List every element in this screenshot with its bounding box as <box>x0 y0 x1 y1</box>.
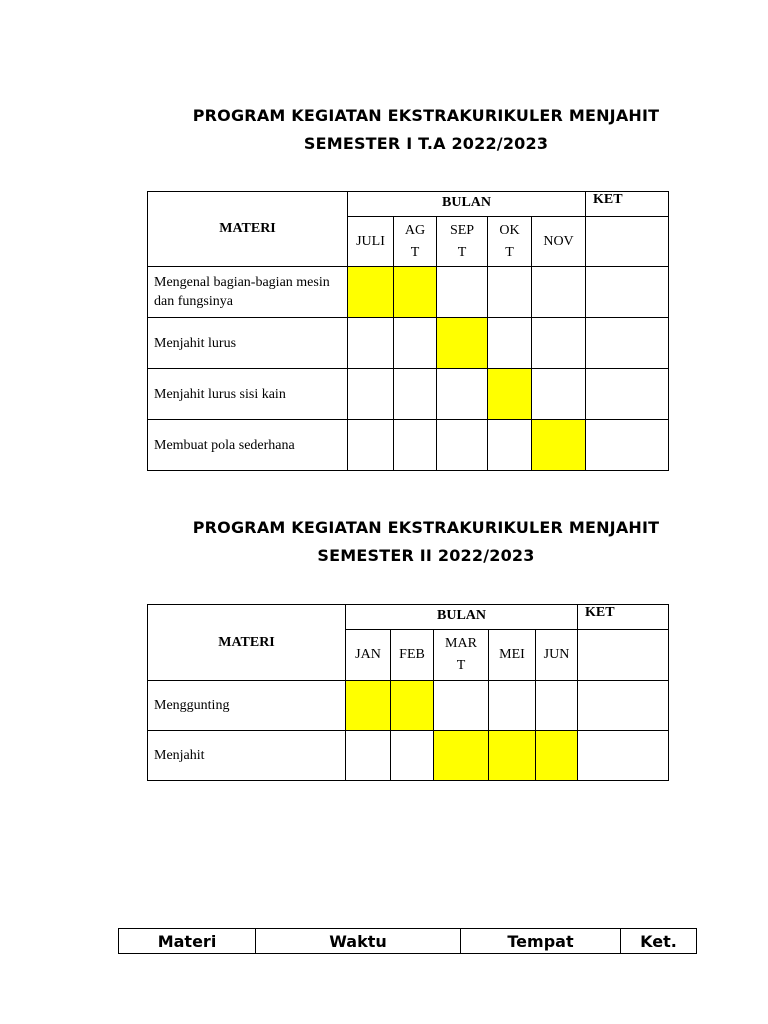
semester2-schedule-cell-filled <box>434 731 489 781</box>
semester2-schedule-cell-filled <box>391 681 434 731</box>
semester2-bulan-header: BULAN <box>346 605 578 630</box>
semester1-materi-cell: Menjahit lurus sisi kain <box>148 369 348 420</box>
semester1-title-line1: PROGRAM KEGIATAN EKSTRAKURIKULER MENJAHIT <box>192 106 660 125</box>
semester1-month-label: T <box>457 244 467 260</box>
semester2-schedule-cell-empty <box>489 681 536 731</box>
semester2-schedule-cell-empty <box>391 731 434 781</box>
semester1-table-row <box>148 369 669 420</box>
semester1-ket-blank <box>586 217 669 267</box>
semester2-schedule-cell-empty <box>536 681 578 731</box>
semester2-month-header <box>391 630 434 681</box>
semester2-month-header <box>346 630 391 681</box>
semester1-month-label: AG <box>404 222 426 238</box>
semester2-title-line2: SEMESTER II 2022/2023 <box>317 546 535 565</box>
semester2-schedule-cell-empty <box>434 681 489 731</box>
semester1-month-header <box>488 217 532 267</box>
semester1-schedule-cell-filled <box>348 267 394 318</box>
semester2-materi-cell: Menjahit <box>148 731 346 781</box>
semester2-schedule-cell-filled <box>536 731 578 781</box>
semester1-month-label: T <box>505 244 514 260</box>
semester2-table-row <box>148 731 669 781</box>
semester2-schedule-cell-filled <box>489 731 536 781</box>
semester1-month-header <box>532 217 586 267</box>
semester1-month-header <box>437 217 488 267</box>
semester1-table-row <box>148 420 669 471</box>
semester1-month-label: OK <box>499 222 520 238</box>
semester1-schedule-cell-empty <box>394 420 437 471</box>
semester1-ket-cell <box>586 369 669 420</box>
footer-table <box>118 928 697 954</box>
semester2-month-label: JUN <box>543 647 570 662</box>
semester1-schedule-cell-empty <box>488 318 532 369</box>
semester2-materi-header: MATERI <box>148 605 346 681</box>
semester2-title <box>0 514 768 570</box>
semester1-ket-header: KET <box>586 192 669 217</box>
semester1-bulan-header: BULAN <box>348 192 586 217</box>
semester1-materi-cell: Menjahit lurus <box>148 318 348 369</box>
semester1-schedule-cell-empty <box>532 369 586 420</box>
semester2-ket-cell <box>578 731 669 781</box>
semester2-materi-cell: Menggunting <box>148 681 346 731</box>
semester1-schedule-cell-empty <box>437 420 488 471</box>
semester2-header-row-1 <box>148 605 669 630</box>
semester2-month-header <box>536 630 578 681</box>
semester1-schedule-cell-empty <box>437 267 488 318</box>
semester1-schedule-cell-empty <box>348 369 394 420</box>
footer-header-materi: Materi <box>119 929 256 954</box>
semester1-month-header <box>348 217 394 267</box>
semester1-ket-cell <box>586 318 669 369</box>
semester1-materi-cell: Mengenal bagian-bagian mesin dan fungsinya <box>148 267 348 318</box>
semester1-table-row <box>148 267 669 318</box>
footer-header-row <box>119 929 697 954</box>
semester2-month-header <box>434 630 489 681</box>
semester2-table-row <box>148 681 669 731</box>
semester1-title-line2: SEMESTER I T.A 2022/2023 <box>303 134 549 153</box>
semester1-header-row-1 <box>148 192 669 217</box>
semester1-schedule-table <box>147 191 669 471</box>
footer-header-waktu: Waktu <box>256 929 461 954</box>
semester2-title-line1: PROGRAM KEGIATAN EKSTRAKURIKULER MENJAHIT <box>192 518 660 537</box>
semester1-schedule-cell-empty <box>532 318 586 369</box>
semester1-month-header <box>394 217 437 267</box>
semester2-ket-blank <box>578 630 669 681</box>
semester1-month-label: JULI <box>356 233 385 249</box>
semester1-materi-header: MATERI <box>148 192 348 267</box>
semester1-schedule-cell-filled <box>394 267 437 318</box>
semester1-month-label: NOV <box>543 233 574 249</box>
semester2-month-label: FEB <box>399 647 425 662</box>
semester2-ket-header: KET <box>578 605 669 630</box>
semester1-schedule-cell-empty <box>394 369 437 420</box>
semester1-schedule-cell-empty <box>532 267 586 318</box>
semester2-schedule-table <box>147 604 669 781</box>
semester1-schedule-cell-empty <box>348 318 394 369</box>
semester2-month-label: T <box>456 658 466 673</box>
semester1-schedule-cell-empty <box>394 318 437 369</box>
semester2-schedule-cell-empty <box>346 731 391 781</box>
semester2-ket-cell <box>578 681 669 731</box>
semester1-month-label: T <box>410 244 420 260</box>
semester1-ket-cell <box>586 420 669 471</box>
semester1-schedule-cell-empty <box>348 420 394 471</box>
semester1-table-row <box>148 318 669 369</box>
semester1-schedule-cell-filled <box>437 318 488 369</box>
semester1-schedule-cell-empty <box>488 267 532 318</box>
semester2-month-header <box>489 630 536 681</box>
semester1-title <box>0 102 768 158</box>
semester1-materi-cell: Membuat pola sederhana <box>148 420 348 471</box>
semester2-month-label: JAN <box>355 647 381 662</box>
semester1-schedule-cell-empty <box>488 420 532 471</box>
footer-header-tempat: Tempat <box>461 929 621 954</box>
semester2-month-label: MAR <box>445 636 477 651</box>
semester1-schedule-cell-filled <box>532 420 586 471</box>
semester1-schedule-cell-empty <box>437 369 488 420</box>
semester2-month-label: MEI <box>499 647 525 662</box>
semester1-ket-cell <box>586 267 669 318</box>
footer-header-ket: Ket. <box>621 929 697 954</box>
semester2-schedule-cell-filled <box>346 681 391 731</box>
semester1-schedule-cell-filled <box>488 369 532 420</box>
semester1-month-label: SEP <box>449 222 475 238</box>
